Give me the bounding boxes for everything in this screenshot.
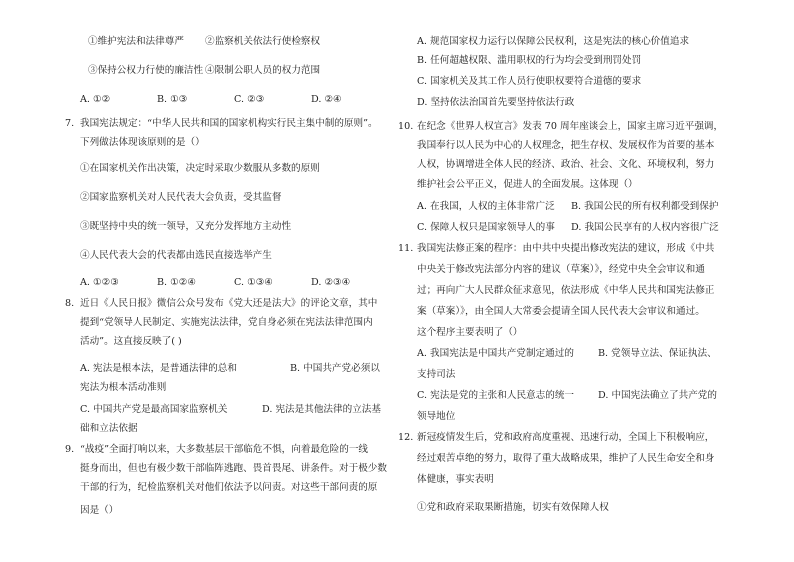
q10-option-b: B. 我国公民的所有权利都受到保护: [571, 201, 719, 212]
q8-number: 8.: [65, 298, 75, 309]
q7-option-c: C. ①③④: [234, 277, 273, 288]
q8-stem-line-3: 活动”。这直接反映了( ): [80, 336, 182, 347]
q11-stem-line-1: 我国宪法修正案的程序：由中共中央提出修改宪法的建议，形成《中共: [417, 243, 715, 254]
q7-number: 7.: [65, 118, 75, 129]
q9-number: 9.: [65, 444, 75, 455]
q7-option-a: A. ①②③: [80, 277, 119, 288]
q6-statement-1: ①维护宪法和法律尊严: [88, 36, 184, 47]
q10-option-d: D. 我国公民享有的人权内容很广泛: [571, 222, 719, 233]
q9-option-c: C. 国家机关及其工作人员行使职权要符合道德的要求: [417, 76, 642, 87]
q7-statement-4: ④人民代表大会的代表都由选民直接选举产生: [80, 250, 272, 261]
q11-option-c: C. 宪法是党的主张和人民意志的统一: [417, 390, 575, 401]
q10-number: 10.: [398, 121, 414, 132]
q6-statement-2: ②监察机关依法行使检察权: [205, 36, 321, 47]
q9-stem-line-1: “战疫”全面打响以来，大多数基层干部临危不惧，向着最危险的一线: [80, 444, 369, 455]
q11-stem-line-3: 过；再向广大人民群众征求意见，依法形成《中华人民共和国宪法修正: [417, 285, 715, 296]
q7-option-b: B. ①②④: [157, 277, 196, 288]
q9-option-b: B. 任何超越权限、滥用职权的行为均会受到刑罚处罚: [417, 55, 642, 66]
q12-stem-line-3: 体健康，事实表明: [417, 474, 494, 485]
q12-statement-1: ①党和政府采取果断措施，切实有效保障人权: [417, 502, 609, 513]
q6-option-a: A. ①②: [80, 94, 111, 105]
q8-option-b-cont: 宪法为根本活动准则: [80, 382, 167, 393]
q8-option-b: B. 中国共产党必须以: [290, 363, 380, 374]
q6-option-b: B. ①③: [157, 94, 188, 105]
q7-statement-2: ②国家监察机关对人民代表大会负责，受其监督: [80, 192, 282, 203]
q11-stem-line-2: 中央关于修改宪法部分内容的建议（草案）》，经党中央全会审议和通: [417, 264, 705, 275]
q6-option-c: C. ②③: [234, 94, 265, 105]
q10-option-c: C. 保障人权只是国家领导人的事: [417, 222, 555, 233]
q10-stem-line-1: 在纪念《世界人权宣言》发表 70 周年座谈会上，国家主席习近平强调，: [417, 121, 724, 132]
q11-option-d-cont: 领导地位: [417, 411, 456, 422]
q12-stem-line-1: 新冠疫情发生后，党和政府高度重视、迅速行动，全国上下积极响应，: [417, 432, 715, 443]
q11-stem-line-5: 这个程序主要表明了（）: [417, 327, 523, 338]
q11-option-d: D. 中国宪法确立了共产党的: [598, 390, 717, 401]
q7-stem-line-2: 下列做法体现该原则的是（）: [80, 137, 205, 148]
q10-option-a: A. 在我国，人权的主体非常广泛: [417, 201, 555, 212]
q9-stem-line-2: 挺身而出，但也有极少数干部临阵逃跑、畏首畏尾、讲条件。对于极少数: [80, 463, 387, 474]
q12-stem-line-2: 经过艰苦卓绝的努力，取得了重大战略成果，维护了人民生命安全和身: [417, 453, 715, 464]
q7-stem-line-1: 我国宪法规定：“中华人民共和国的国家机构实行民主集中制的原则”。: [80, 118, 378, 129]
q10-stem-line-3: 人权，协调增进全体人民的经济、政治、社会、文化、环境权利，努力: [417, 159, 715, 170]
q9-option-d: D. 坚持依法治国首先要坚持依法行政: [417, 97, 575, 108]
q6-statement-4: ④限制公职人员的权力范围: [205, 65, 321, 76]
q11-option-b: B. 党领导立法、保证执法、: [598, 348, 717, 359]
q10-stem-line-2: 我国奉行以人民为中心的人权理念，把生存权、发展权作为首要的基本: [417, 140, 715, 151]
q12-number: 12.: [398, 432, 414, 443]
q6-statement-3: ③保持公权力行使的廉洁性: [88, 65, 204, 76]
q9-stem-line-3: 干部的行为，纪检监察机关对他们依法予以问责。对这些干部问责的原: [80, 482, 378, 493]
q8-option-c: C. 中国共产党是最高国家监察机关: [80, 404, 228, 415]
q8-stem-line-1: 近日《人民日报》微信公众号发布《党大还是法大》的评论文章，其中: [80, 298, 378, 309]
q10-stem-line-4: 维护社会公平正义，促进人的全面发展。这体现（）: [417, 179, 638, 190]
q11-option-a: A. 我国宪法是中国共产党制定通过的: [417, 348, 574, 359]
q11-stem-line-4: 案（草案）》，由全国人大常委会提请全国人民代表大会审议和通过。: [417, 306, 705, 317]
q9-stem-line-4: 因是（）: [80, 505, 119, 516]
q8-option-a: A. 宪法是根本法，是普通法律的总和: [80, 363, 237, 374]
q11-option-b-cont: 支持司法: [417, 369, 456, 380]
q8-option-d: D. 宪法是其他法律的立法基: [262, 404, 381, 415]
q7-statement-3: ③既坚持中央的统一领导，又充分发挥地方主动性: [80, 221, 292, 232]
q6-option-d: D. ②④: [311, 94, 342, 105]
q8-stem-line-2: 提到“党领导人民制定、实施宪法法律，党自身必须在宪法法律范围内: [80, 317, 373, 328]
q7-option-d: D. ②③④: [311, 277, 351, 288]
q9-option-a: A. 规范国家权力运行以保障公民权利，这是宪法的核心价值追求: [417, 36, 690, 47]
q8-option-d-cont: 础和立法依据: [80, 423, 138, 434]
q7-statement-1: ①在国家机关作出决策，决定时采取少数服从多数的原则: [80, 163, 320, 174]
q11-number: 11.: [398, 243, 414, 254]
